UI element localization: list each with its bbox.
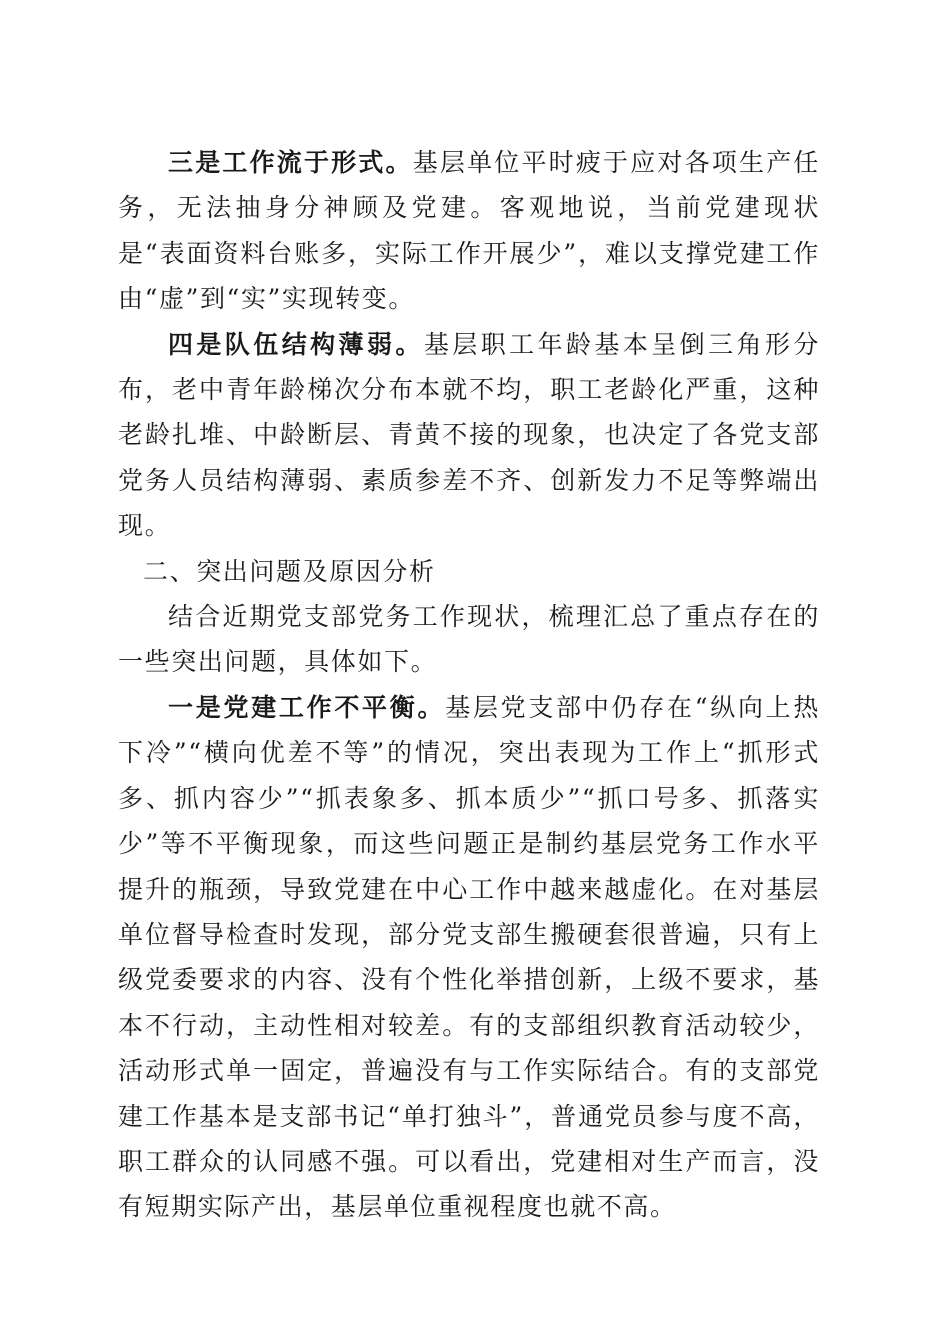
paragraph-one-imbalance [118, 685, 820, 1230]
paragraph-text: 基层党支部中仍存在“纵向上热下冷”“横向优差不等”的情况，突出表现为工作上“抓形式多、抓内容少”“抓表象多、抓本质少”“抓口号多、抓落实少”等不平衡现象，而这些问题正是制约基层党务工作水平提升的瓶颈，导致党建在中心工作中越来越虚化。在对基层单位督导检查时发现，部分党支部生搬硬套很普遍，只有上级党委要求的内容、没有个性化举措创新，上级不要求，基本不行动，主动性相对较差。有的支部组织教育活动较少，活动形式单一固定，普遍没有与工作实际结合。有的支部党建工作基本是支部书记“单打独斗”，普通党员参与度不高，职工群众的认同感不强。可以看出，党建相对生产而言，没有短期实际产出，基层单位重视程度也就不高。 [118, 692, 820, 1222]
section-intro-paragraph: 结合近期党支部党务工作现状，梳理汇总了重点存在的一些突出问题，具体如下。 [118, 602, 820, 677]
paragraph-text: 基层职工年龄基本呈倒三角形分布，老中青年龄梯次分布本就不均，职工老龄化严重，这种老龄扎堆、中龄断层、青黄不接的现象，也决定了各党支部党务人员结构薄弱、素质参差不齐、创新发力不足等弊端出现。 [118, 329, 820, 541]
paragraph-lead: 一是党建工作不平衡。 [168, 692, 446, 722]
paragraph-three-formality [118, 140, 820, 322]
document-body [118, 140, 820, 1230]
paragraph-lead: 三是工作流于形式。 [168, 148, 413, 177]
paragraph-text: 基层单位平时疲于应对各项生产任务，无法抽身分神顾及党建。客观地说，当前党建现状是“表面资料台账多，实际工作开展少”，难以支撑党建工作由“虚”到“实”实现转变。 [118, 148, 820, 314]
paragraph-lead: 四是队伍结构薄弱。 [168, 329, 424, 359]
section-heading: 二、突出问题及原因分析 [143, 556, 436, 586]
paragraph-four-team-structure [118, 322, 820, 549]
